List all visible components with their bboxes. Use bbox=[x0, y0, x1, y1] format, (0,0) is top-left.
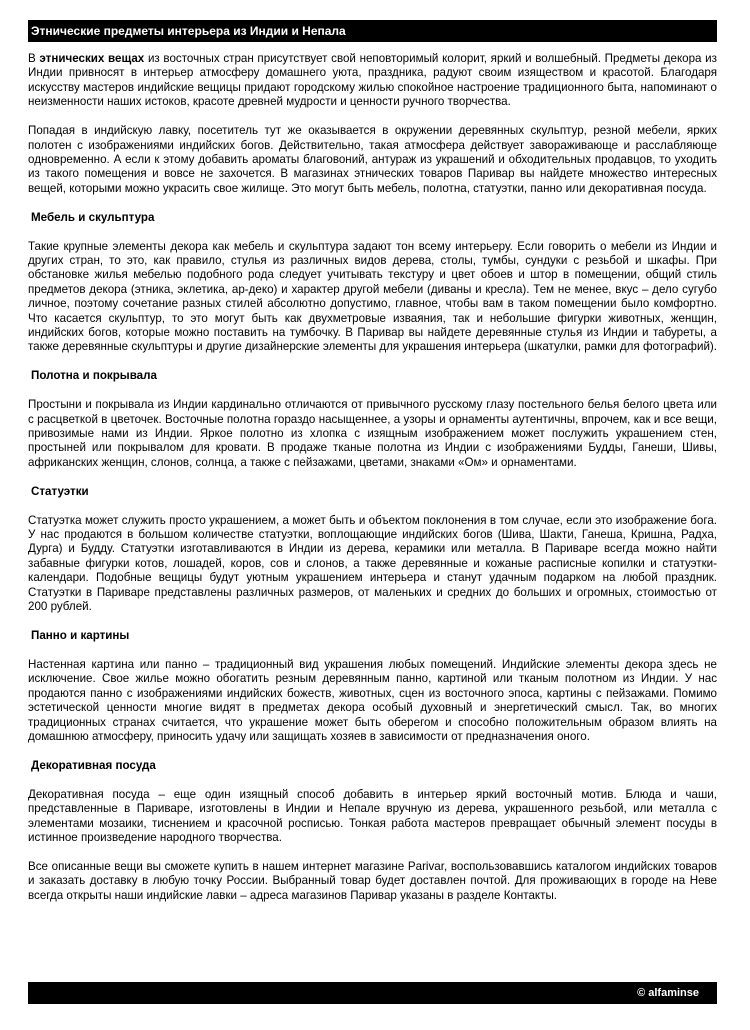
paragraph-textiles: Простыни и покрывала из Индии кардинально отличаются от привычного русскому глазу постельного белья белого цвета или с расцветкой в цветочек. Восточные полотна гораздо насыщеннее, а узоры и орнаменты аутентичны, впрочем, как и все вещи, привозимые нами из Индии. Яркое полотно из хлопка с изящным изображением может послужить украшением стен, простыней или покрывалом для кровати. В продаже тканые полотна из Индии с изображениями Будды, Ганеши, Шивы, африканских женщин, слонов, солнца, а также с пейзажами, цветами, знаками «Ом» и орнаментами. bbox=[28, 398, 717, 469]
heading-textiles: Полотна и покрывала bbox=[31, 369, 157, 383]
paragraph-panels: Настенная картина или панно – традиционный вид украшения любых помещений. Индийские элементы декора здесь не исключение. Свое жилье можно обогатить резным деревянным панно, картиной или тканым полотном из Индии. У нас продаются панно с изображениями индийских божеств, животных, сцен из восточного эпоса, картины с пейзажами. Помимо эстетической ценности многие видят в предметах декора особый духовный и энергетический смысл. Так, во многих традиционных странах считается, что украшение может быть оберегом и способно положительным образом влиять на домашнюю атмосферу, приносить удачу или защищать хозяев в зависимости от предназначения оного. bbox=[28, 657, 717, 743]
heading-dishes: Декоративная посуда bbox=[31, 758, 156, 772]
article-body bbox=[28, 52, 717, 918]
paragraph-furniture: Такие крупные элементы декора как мебель и скульптура задают тон всему интерьеру. Если говорить о мебели из Индии и других стран, то это, как правило, стулья из различных видов дерева, столы, тумбы, сундуки с резьбой и шкафы. При обстановке жилья мебелью подобного рода следует учитывать текстуру и цвет обоев и штор в помещении, общий стиль предметов декора (этника, эклетика, ар-деко) и характер другой мебели (диваны и кресла). Тем не менее, вкус – дело сугубо личное, поэтому сочетание разных стилей абсолютно допустимо, главное, чтобы вам в таком помещении было комфортно. Что касается скульптур, то это могут быть как двухметровые изваяния, так и небольшие фигурки животных, женщин, индийских богов, которые можно поставить на тумбочку. В Паривар вы найдете деревянные стулья из Индии и табуреты, а также деревянные скульптуры и другие дизайнерские элементы для украшения интерьера (шкатулки, рамки для фотографий). bbox=[28, 239, 718, 354]
closing-paragraph: Все описанные вещи вы сможете купить в нашем интернет магазине Parivar, воспользовавшись каталогом индийских товаров и заказать доставку в любую точку России. Выбранный товар будет доставлен почтой. Для проживающих в городе на Неве всегда открыты наши индийские лавки – адреса магазинов Паривар указаны в разделе Контакты. bbox=[28, 859, 717, 902]
intro-text-rest: из восточных стран присутствует свой неповторимый колорит, яркий и волшебный. Предметы декора из Индии привносят в интерьер атмосферу домашнего уюта, праздника, радуют своим изяществом и красотой. Благодаря искусству мастеров индийские вещицы придают городскому жилью спокойное настроение традиционного быта, напоминают о неизменности наших истоков, красоте древней мудрости и ценности ручного творчества. bbox=[28, 52, 717, 109]
heading-furniture: Мебель и скульптура bbox=[31, 210, 155, 224]
copyright-text: © alfaminse bbox=[637, 987, 699, 999]
heading-statues: Статуэтки bbox=[31, 484, 89, 498]
intro-text-start: В bbox=[28, 52, 40, 65]
page-title-bar bbox=[28, 20, 717, 42]
heading-panels: Панно и картины bbox=[31, 629, 130, 642]
footer-bar bbox=[28, 982, 717, 1004]
page-title: Этнические предметы интерьера из Индии и Непала bbox=[31, 24, 346, 38]
intro-paragraph-2: Попадая в индийскую лавку, посетитель тут же оказывается в окружении деревянных скульптур, резной мебели, ярких полотен с изображениями индийских богов. Действительно, такая атмосфера действует завораживающе и расслабляюще одновременно. А если к этому добавить ароматы благовоний, антураж из украшений и обходительных продавцов, то уходить из такого помещения и вовсе не захочется. В магазинах этнических товаров Паривар вы найдете множество интересных вещей, которыми можно украсить свое жилище. Это могут быть мебель, полотна, статуэтки, панно или декоративная посуда. bbox=[28, 124, 717, 195]
paragraph-dishes: Декоративная посуда – еще один изящный способ добавить в интерьер яркий восточный мотив. Блюда и чаши, представленные в Париваре, изготовлены в Индии и Непале вручную из дерева, украшенного резьбой, или металла с элементами мозаики, тиснением и красочной росписью. Тонкая работа мастеров превращает обычный элемент посуды в истинное произведение народного творчества. bbox=[28, 787, 717, 844]
intro-paragraph-1 bbox=[28, 52, 717, 110]
paragraph-statues: Статуэтка может служить просто украшением, а может быть и объектом поклонения в том случае, если это изображение бога. У нас продаются в большом количестве статуэтки, воплощающие индийских богов (Шива, Шакти, Ганеша, Кришна, Радха, Дурга) и Будду. Статуэтки изготавливаются в Индии из дерева, керамики или металла. В Париваре всегда можно найти забавные фигурки котов, лошадей, коров, сов и слонов, а также деревянные и кожаные расписные копилки и статуэтки-календари. Подобные вещицы будут уютным украшением интерьера и станут удачным подарком на любой праздник. Статуэтки в Париваре представлены различных размеров, от маленьких и средних до больших и огромных, стоимостью от 200 рублей. bbox=[28, 513, 717, 614]
intro-bold-term: этнических вещах bbox=[39, 52, 145, 65]
